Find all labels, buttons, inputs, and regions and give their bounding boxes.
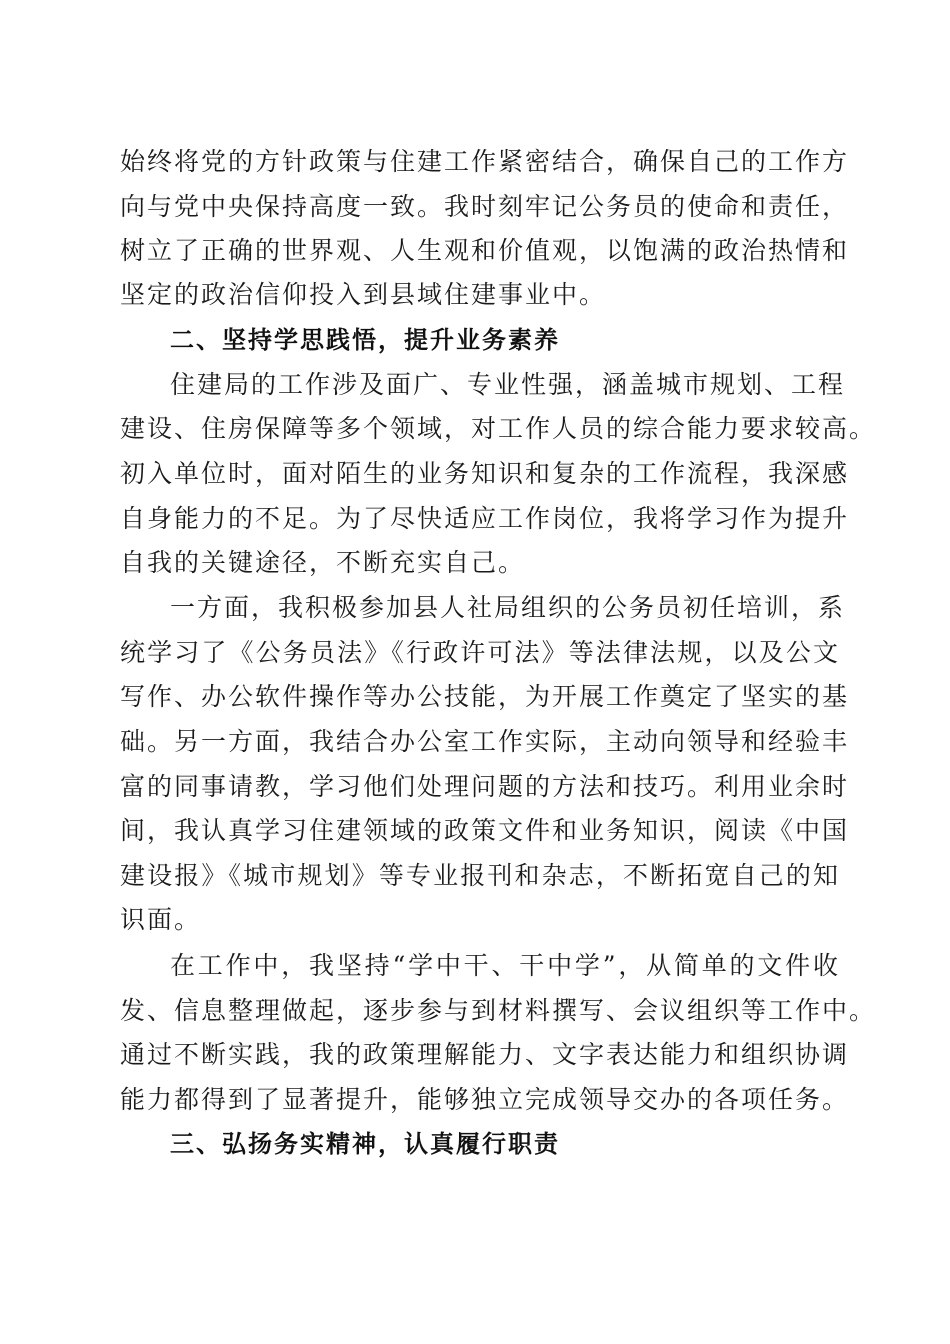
- section-heading-2: 二、坚持学思践悟，提升业务素养: [170, 326, 560, 354]
- body-text-line: 坚定的政治信仰投入到县域住建事业中。: [120, 280, 607, 309]
- body-text-line: 建设、住房保障等多个领域，对工作人员的综合能力要求较高。: [120, 414, 877, 443]
- body-text-line: 始终将党的方针政策与住建工作紧密结合，确保自己的工作方: [120, 147, 850, 176]
- body-text-line: 础。另一方面，我结合办公室工作实际，主动向领导和经验丰: [120, 727, 850, 756]
- body-text-line: 建设报》《城市规划》等专业报刊和杂志，不断拓宽自己的知: [120, 861, 840, 890]
- body-text-line: 住建局的工作涉及面广、专业性强，涵盖城市规划、工程: [170, 370, 846, 399]
- body-text-line: 富的同事请教，学习他们处理问题的方法和技巧。利用业余时: [120, 772, 850, 801]
- body-text-line: 间，我认真学习住建领域的政策文件和业务知识，阅读《中国: [120, 816, 850, 845]
- body-text-line: 统学习了《公务员法》《行政许可法》等法律法规，以及公文: [120, 638, 840, 667]
- body-text-line: 写作、办公软件操作等办公技能，为开展工作奠定了坚实的基: [120, 682, 850, 711]
- body-text-line: 自我的关键途径，不断充实自己。: [120, 548, 526, 577]
- body-text-line: 初入单位时，面对陌生的业务知识和复杂的工作流程，我深感: [120, 459, 850, 488]
- body-text-line: 向与党中央保持高度一致。我时刻牢记公务员的使命和责任，: [120, 192, 850, 221]
- body-text-line: 一方面，我积极参加县人社局组织的公务员初任培训，系: [170, 593, 846, 622]
- body-text-line: 自身能力的不足。为了尽快适应工作岗位，我将学习作为提升: [120, 504, 850, 533]
- body-text-line: 树立了正确的世界观、人生观和价值观，以饱满的政治热情和: [120, 236, 850, 265]
- section-heading-3: 三、弘扬务实精神，认真履行职责: [170, 1130, 560, 1158]
- body-text-line: 识面。: [120, 905, 202, 934]
- body-text-line: 发、信息整理做起，逐步参与到材料撰写、会议组织等工作中。: [120, 996, 877, 1025]
- body-text-line: 在工作中，我坚持“学中干、干中学”，从简单的文件收: [170, 951, 840, 980]
- body-text-line: 通过不断实践，我的政策理解能力、文字表达能力和组织协调: [120, 1040, 850, 1069]
- body-text-line: 能力都得到了显著提升，能够独立完成领导交办的各项任务。: [120, 1085, 850, 1114]
